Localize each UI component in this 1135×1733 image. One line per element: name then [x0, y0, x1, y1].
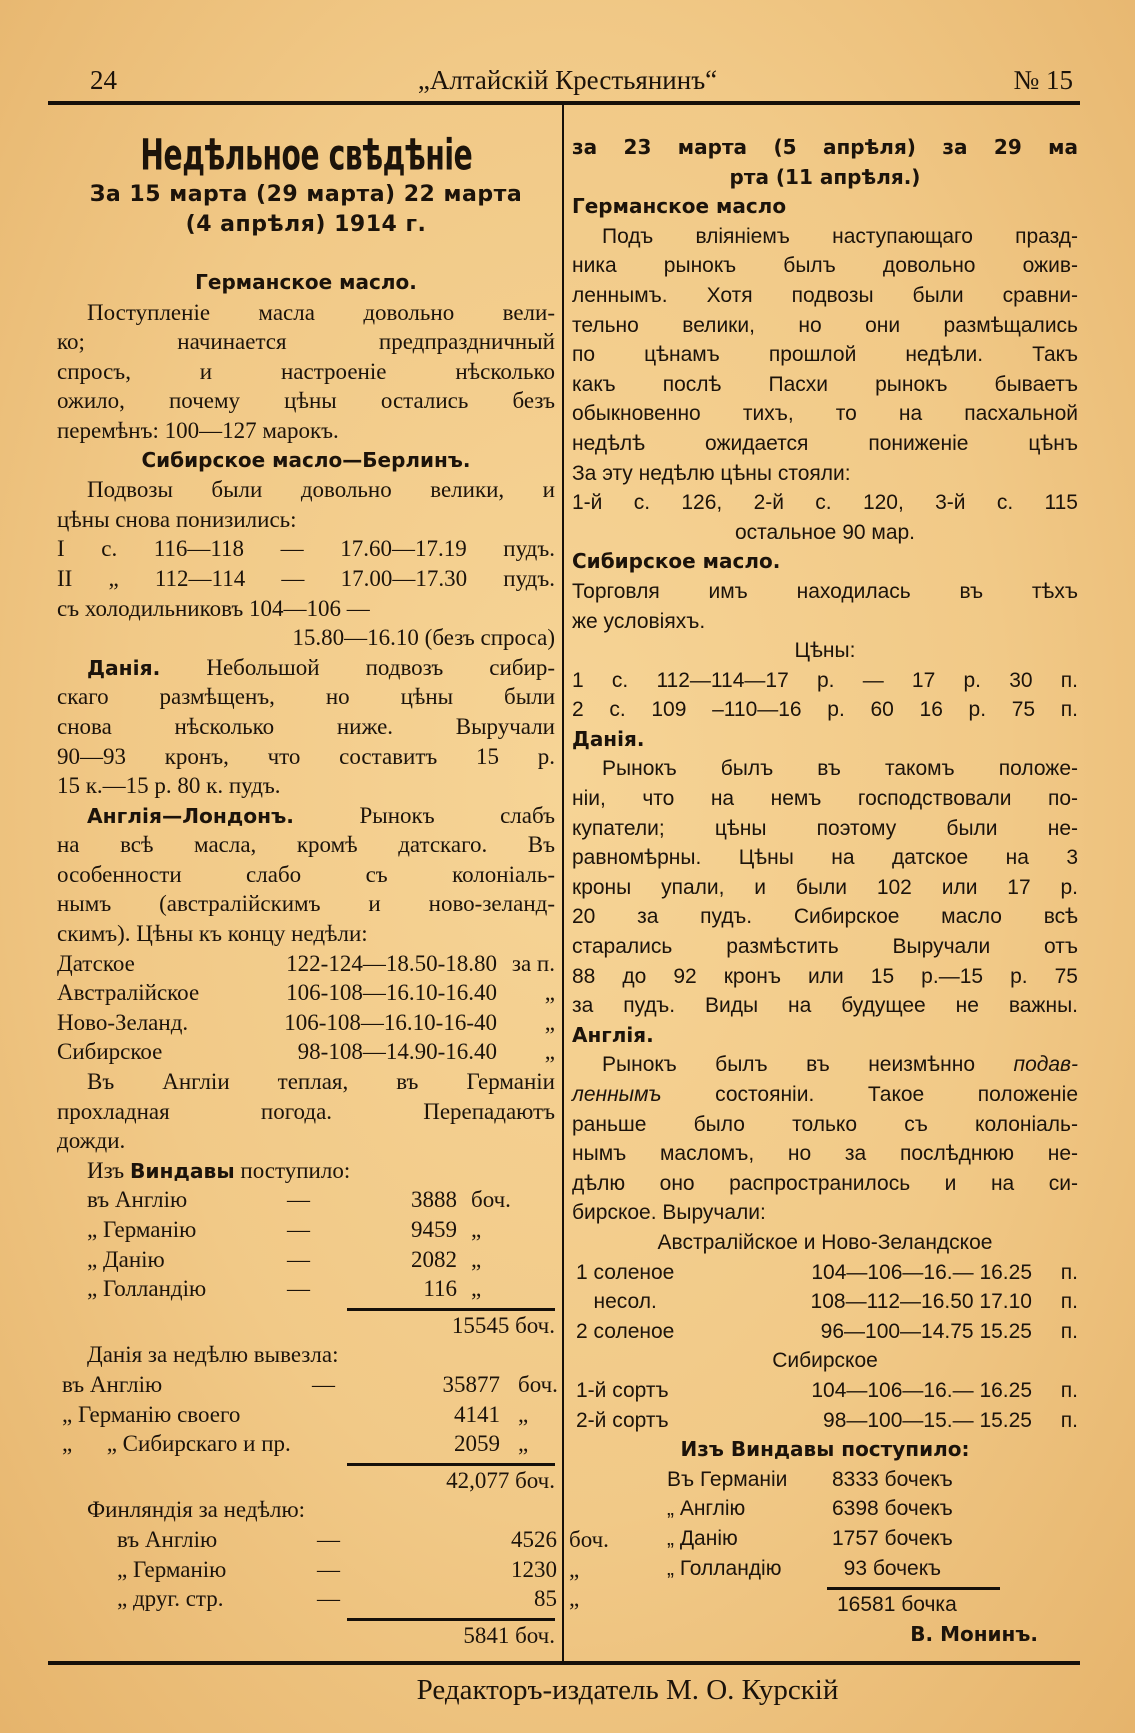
section-heading: Данія.: [572, 726, 645, 751]
table-row: [572, 1524, 1078, 1554]
text-line: недѣлѣ ожидается пониженіе цѣнъ: [572, 431, 1078, 455]
text-line: Цѣны:: [794, 639, 856, 663]
text-segment: поступило:: [234, 1157, 351, 1183]
table-cell: боч.: [569, 1526, 609, 1552]
table-cell: 93 бочекъ: [832, 1556, 942, 1580]
table-row: [57, 1185, 555, 1215]
table-cell: несол.: [576, 1290, 657, 1314]
text-line: ожило, почему цѣны остались безъ: [57, 388, 555, 414]
table-cell: 6398 бочекъ: [832, 1497, 953, 1521]
table-cell: 106-108—16.10-16-40: [284, 1009, 497, 1035]
table-cell: [312, 1429, 352, 1459]
table-cell: въ Англію: [117, 1526, 218, 1552]
newspaper-title: „Алтайскій Крестьянинъ“: [417, 65, 718, 95]
text-line: [572, 1080, 1078, 1110]
table-row: [57, 1215, 555, 1245]
text-line: скимъ). Цѣны къ концу недѣли:: [57, 921, 368, 947]
text-line: 1-й с. 126, 2-й с. 120, 3-й с. 115: [572, 491, 1078, 515]
text-line: снова нѣсколько ниже. Выручали: [57, 713, 555, 739]
table-cell: „ Данію: [667, 1526, 738, 1550]
table-cell: п.: [1060, 1260, 1078, 1284]
section-heading: за 23 марта (5 апрѣля) за 29 ма: [572, 135, 1078, 159]
table-cell: „ Англію: [667, 1497, 746, 1521]
table-cell: 4526: [511, 1526, 557, 1552]
table-cell: 98—100—15.— 15.25: [823, 1408, 1032, 1432]
table-row: [57, 1274, 555, 1304]
text-segment: Рынокъ слабъ: [294, 802, 555, 828]
text-line: 15.80—16.10 (безъ спроса): [292, 625, 555, 651]
table-cell: 9459: [411, 1217, 457, 1242]
table-row: [57, 1370, 558, 1400]
article-title: Недѣльное свѣдѣніе: [139, 130, 473, 180]
table-row: [57, 1245, 555, 1275]
table-cell: 1-й сортъ: [576, 1378, 669, 1402]
text-line: ника рынокъ былъ довольно ожив-: [572, 254, 1078, 278]
table-cell: Австралійское: [57, 980, 200, 1006]
table-cell: „ Голландію: [87, 1276, 207, 1302]
table-cell: 116: [423, 1276, 457, 1302]
bold-lead: Данія.: [87, 655, 161, 680]
table-cell: 2-й сортъ: [576, 1408, 669, 1432]
table-cell: „: [544, 1009, 555, 1035]
table-cell: 1230: [511, 1556, 557, 1582]
table-cell: 106-108—16.10-16.40: [286, 980, 497, 1006]
table-row: [57, 1584, 580, 1614]
table-cell: —: [317, 1586, 340, 1612]
table-cell: 98-108—14.90-16.40: [297, 1039, 497, 1065]
left-column: [57, 130, 609, 1650]
left-column-text: [57, 268, 609, 1650]
table-row: [57, 1555, 580, 1585]
text-line: Подъ вліяніемъ наступающаго празд-: [602, 224, 1078, 248]
text-segment: Небольшой подвозъ сибир-: [160, 654, 555, 680]
text-line: дожди.: [57, 1128, 126, 1154]
text-line: скаго размѣщенъ, но цѣны были: [57, 684, 555, 710]
text-line: Финляндія за недѣлю:: [87, 1497, 306, 1523]
text-line: Поступленіе масла довольно вели-: [87, 299, 555, 325]
text-line: ніи, что на немъ господствовали по-: [572, 787, 1078, 811]
text-line: Торговля имъ находилась въ тѣхъ: [572, 579, 1078, 603]
italic-text: леннымъ: [572, 1083, 662, 1106]
text-line: на всѣ масла, кромѣ датскаго. Въ: [57, 832, 555, 858]
table-row: [57, 1008, 555, 1038]
text-line: Данія за недѣлю вывезла:: [87, 1342, 339, 1368]
table-row: [572, 1406, 1078, 1436]
table-cell: „: [471, 1246, 482, 1272]
right-column: [572, 133, 1078, 1649]
table-cell: 2059: [454, 1431, 500, 1457]
text-line: нымъ масломъ, но за послѣднюю не-: [572, 1142, 1078, 1166]
sum-total: 42,077 боч.: [347, 1463, 555, 1496]
text-line: 15 к.—15 р. 80 к. пудъ.: [57, 773, 281, 799]
table-cell: „ „ Сибирскаго и пр.: [62, 1431, 291, 1457]
section-heading: Сибирское масло—Берлинъ.: [141, 447, 471, 472]
table-cell: „ Германію: [87, 1217, 197, 1242]
table-cell: п.: [1060, 1319, 1078, 1343]
text-line: перемѣнъ: 100—127 марокъ.: [57, 417, 339, 443]
table-cell: —: [317, 1556, 340, 1582]
bold-lead: Англія—Лондонъ.: [87, 803, 294, 828]
text-segment: состояніи. Такое положеніе: [661, 1083, 1078, 1106]
text-line: тельно велики, но они размѣщались: [572, 313, 1078, 337]
table-cell: „: [569, 1586, 580, 1612]
table-cell: боч.: [471, 1187, 511, 1213]
text-line: нымъ (австралійскимъ и ново-зеланд-: [57, 891, 555, 917]
table-row: [572, 1317, 1078, 1347]
sum-total: 5841 боч.: [347, 1618, 555, 1651]
text-line: [572, 1050, 1078, 1080]
right-column-text: [572, 133, 1078, 1649]
text-line: по цѣнамъ прошлой недѣли. Такъ: [572, 343, 1078, 367]
text-line: спросъ, и настроеніе нѣсколько: [57, 358, 555, 384]
section-heading: рта (11 апрѣля.): [729, 164, 921, 189]
table-cell: Датское: [57, 950, 135, 976]
table-cell: 4141: [454, 1401, 500, 1427]
table-row: [57, 978, 555, 1008]
table-cell: 104—106—16.— 16.25: [811, 1378, 1032, 1402]
table-cell: 85: [534, 1586, 557, 1612]
table-row: [57, 949, 555, 979]
table-cell: въ Англію: [62, 1371, 163, 1397]
table-cell: „ Данію: [87, 1246, 165, 1272]
table-row: [572, 1465, 1078, 1495]
page-number: 24: [90, 65, 117, 95]
italic-text: подав-: [1013, 1053, 1078, 1077]
table-cell: Ново-Зеланд.: [57, 1009, 189, 1035]
table-row: [572, 1494, 1078, 1524]
table-cell: —: [287, 1217, 310, 1242]
table-cell: 2 соленое: [576, 1319, 675, 1343]
table-cell: „ Германію: [117, 1556, 227, 1582]
table-row: [572, 1376, 1078, 1406]
table-cell: —: [312, 1371, 335, 1397]
table-cell: —: [287, 1276, 310, 1302]
table-cell: Сибирское: [57, 1039, 163, 1065]
author-signature: В. Монинъ.: [910, 1621, 1038, 1646]
table-cell: 3888: [411, 1187, 457, 1213]
table-row: [57, 1429, 555, 1459]
text-line: раньше было только съ колоніаль-: [572, 1112, 1078, 1136]
article-title-wrap: [57, 130, 555, 180]
text-line: особенности слабо съ колоніаль-: [57, 861, 555, 887]
text-line: обыкновенно тихъ, то на пасхальной: [572, 402, 1078, 426]
text-line: Подвозы были довольно велики, и: [87, 477, 555, 503]
text-line: [57, 653, 555, 683]
table-row: [57, 1525, 609, 1555]
sum-total: 15545 боч.: [347, 1308, 555, 1341]
section-heading: Англія.: [572, 1022, 654, 1047]
table-cell: 2082: [411, 1246, 457, 1272]
text-line: старались размѣстить Выручали отъ: [572, 935, 1078, 959]
table-cell: п.: [1060, 1290, 1078, 1314]
table-cell: „ Германію своего: [62, 1401, 241, 1427]
header-rule: [48, 101, 1080, 105]
text-line: 20 за пудъ. Сибирское масло всѣ: [572, 905, 1078, 929]
text-line: Въ Англіи теплая, въ Германіи: [87, 1069, 555, 1095]
text-line: съ холодильниковъ 104—106 —: [57, 595, 370, 621]
table-cell: боч.: [518, 1371, 558, 1397]
text-line: 2 с. 109 –110—16 р. 60 16 р. 75 п.: [572, 698, 1078, 722]
text-line: купатели; цѣны поэтому были не-: [572, 816, 1078, 840]
text-segment: Рынокъ былъ въ неизмѣнно: [602, 1053, 1014, 1077]
text-line: 90—93 кронъ, что составитъ 15 р.: [57, 743, 555, 769]
table-cell: „: [471, 1217, 482, 1242]
text-line: 1 с. 112—114—17 р. — 17 р. 30 п.: [572, 668, 1078, 692]
table-cell: „: [471, 1276, 482, 1302]
table-cell: —: [317, 1526, 340, 1552]
text-line: равномѣрны. Цѣны на датское на 3: [572, 846, 1078, 870]
table-cell: —: [287, 1187, 310, 1213]
table-cell: „: [569, 1556, 580, 1582]
text-line: цѣны снова понизились:: [57, 506, 297, 532]
sum-total: 16581 бочка: [827, 1587, 1000, 1620]
table-row: [57, 1400, 555, 1430]
text-line: Рынокъ былъ въ такомъ положе-: [602, 757, 1078, 781]
table-cell: п.: [1060, 1378, 1078, 1402]
table-cell: „: [518, 1401, 529, 1427]
table-cell: 108—112—16.50 17.10: [810, 1290, 1032, 1314]
table-cell: „: [518, 1431, 529, 1457]
text-line: 88 до 92 кронъ или 15 р.—15 р. 75: [572, 964, 1078, 988]
section-heading: Изъ Виндавы поступило:: [680, 1437, 970, 1462]
section-heading: Германское масло.: [195, 270, 417, 294]
table-cell: за п.: [511, 950, 555, 976]
table-cell: п.: [1060, 1408, 1078, 1432]
table-row: [572, 1554, 1078, 1584]
table-cell: 35877: [442, 1371, 500, 1397]
table-cell: „: [544, 1039, 555, 1065]
table-cell: „ Голландію: [667, 1556, 782, 1580]
text-line: за пудъ. Виды на будущее не важны.: [572, 994, 1078, 1018]
text-line: I с. 116—118 — 17.60—17.19 пудъ.: [57, 536, 555, 562]
text-line: ко; начинается предпраздничный: [57, 329, 555, 355]
table-cell: —: [287, 1246, 310, 1272]
table-cell: 8333 бочекъ: [832, 1467, 953, 1491]
table-cell: Въ Германіи: [667, 1467, 788, 1491]
editor-credit: Редакторъ-издатель М. О. Курскій: [416, 1674, 839, 1706]
table-cell: 122-124—18.50-18.80: [286, 950, 497, 976]
table-cell: 96—100—14.75 15.25: [820, 1319, 1032, 1343]
text-line: кроны упали, и были 102 или 17 р.: [572, 875, 1078, 899]
issue-number: № 15: [1013, 65, 1073, 95]
text-line: дѣлю оно распространилось и на си-: [572, 1171, 1078, 1195]
text-line: прохладная погода. Перепадаютъ: [57, 1098, 555, 1124]
text-line: остальное 90 мар.: [734, 520, 916, 544]
text-line: леннымъ. Хотя подвозы были сравни-: [572, 283, 1078, 307]
table-cell: 104—106—16.— 16.25: [811, 1260, 1032, 1284]
text-segment: Изъ: [87, 1157, 130, 1183]
text-line: Австралійское и Ново-Зеландское: [657, 1230, 993, 1254]
section-heading: Германское масло: [572, 194, 787, 219]
table-row: [57, 1037, 555, 1067]
text-line: же условіяхъ.: [572, 609, 706, 633]
article-subtitle: (4 апрѣля) 1914 г.: [185, 212, 427, 237]
bold-lead: Виндавы: [129, 1158, 235, 1183]
table-cell: „ друг. стр.: [117, 1586, 224, 1612]
section-heading: Сибирское масло.: [572, 549, 781, 574]
text-line: За эту недѣлю цѣны стояли:: [572, 461, 851, 485]
article-subtitle: За 15 марта (29 марта) 22 марта: [89, 182, 523, 207]
table-cell: въ Англію: [87, 1187, 188, 1213]
table-row: [572, 1258, 1078, 1288]
table-cell: 1757 бочекъ: [832, 1526, 953, 1550]
table-row: [572, 1287, 1078, 1317]
text-line: [57, 801, 555, 831]
text-line: какъ послѣ Пасхи рынокъ бываетъ: [572, 372, 1078, 396]
column-divider: [562, 104, 564, 1662]
text-line: бирское. Выручали:: [572, 1201, 766, 1225]
text-line: [57, 1156, 555, 1186]
table-cell: [312, 1400, 352, 1430]
footer-rule: [48, 1661, 1080, 1665]
table-cell: „: [544, 980, 555, 1006]
text-line: Сибирское: [772, 1349, 878, 1373]
table-cell: 1 соленое: [576, 1260, 675, 1284]
text-line: II „ 112—114 — 17.00—17.30 пудъ.: [57, 565, 555, 591]
